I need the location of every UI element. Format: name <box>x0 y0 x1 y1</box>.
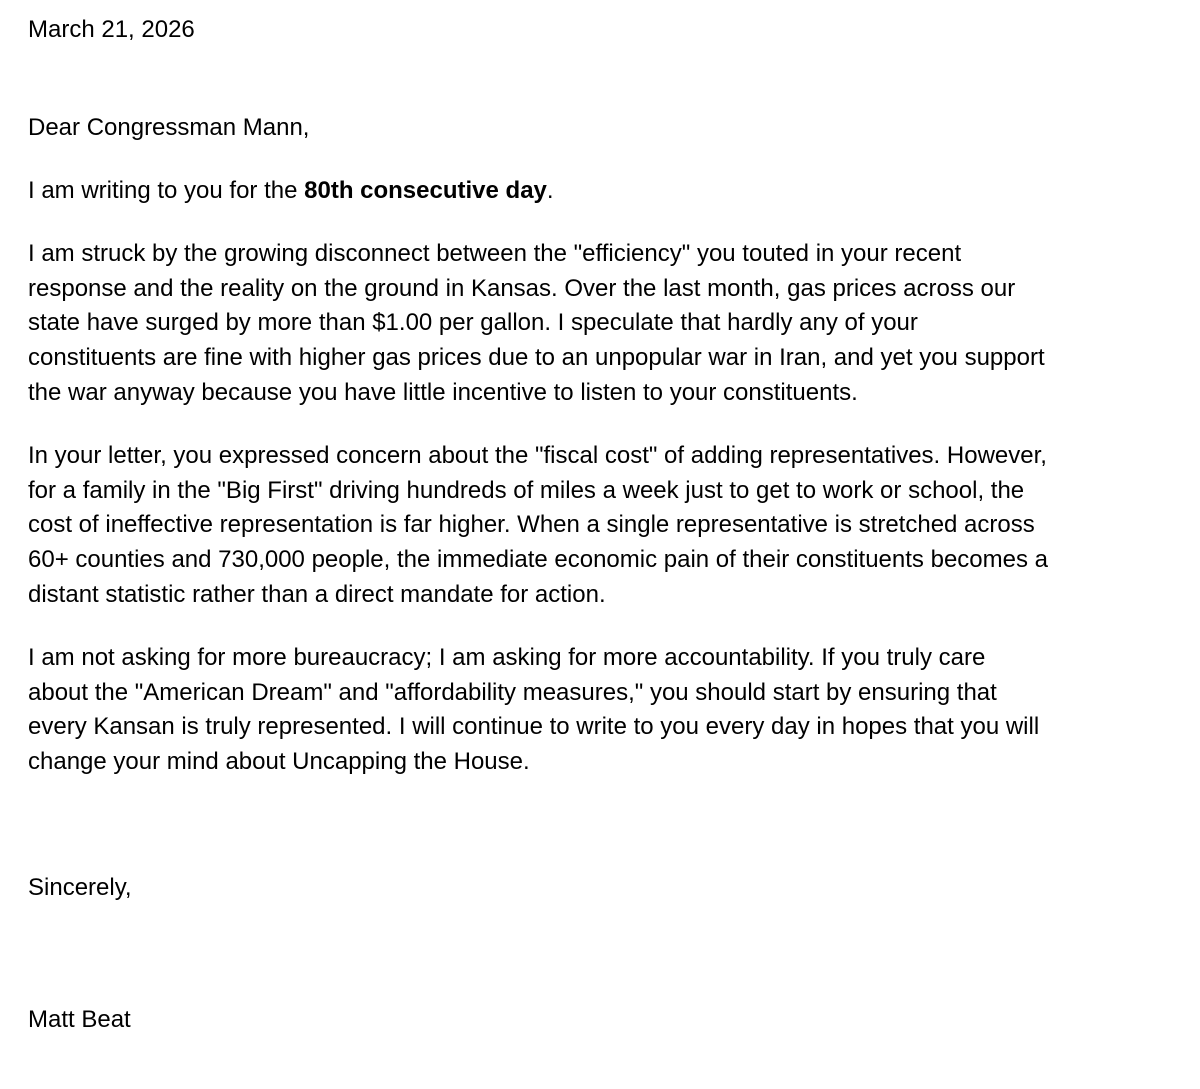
paragraph-line: I am not asking for more bureaucracy; I am asking for more accountability. If you truly care <box>28 644 986 671</box>
paragraph-fiscal-cost <box>28 439 1048 613</box>
signature: Matt Beat <box>28 1006 131 1033</box>
intro-bold-text: 80th consecutive day <box>304 177 547 204</box>
salutation: Dear Congressman Mann, <box>28 114 310 141</box>
paragraph-line: for a family in the "Big First" driving hundreds of miles a week just to get to work or school, the <box>28 476 1025 504</box>
intro-text-after: . <box>546 177 554 204</box>
paragraph-line: distant statistic rather than a direct mandate for action. <box>28 580 606 608</box>
letter-date: March 21, 2026 <box>28 16 195 43</box>
paragraph-line: change your mind about Uncapping the House. <box>28 748 530 776</box>
paragraph-line: constituents are fine with higher gas prices due to an unpopular war in Iran, and yet you support <box>28 344 1045 372</box>
paragraph-line: In your letter, you expressed concern about the "fiscal cost" of adding representatives. However, <box>28 442 1047 469</box>
paragraph-line: I am struck by the growing disconnect between the "efficiency" you touted in your recent <box>28 240 962 267</box>
paragraph-line: cost of ineffective representation is far higher. When a single representative is stretched across <box>28 511 1035 539</box>
paragraph-line: every Kansan is truly represented. I will continue to write to you every day in hopes that you will <box>28 713 1040 741</box>
intro-paragraph <box>28 174 554 209</box>
paragraph-line: response and the reality on the ground in Kansas. Over the last month, gas prices across our <box>28 274 1016 302</box>
paragraph-accountability <box>28 641 1039 780</box>
intro-text-before: I am writing to you for the <box>28 177 305 204</box>
paragraph-line: the war anyway because you have little incentive to listen to your constituents. <box>28 378 858 406</box>
paragraph-gas-prices <box>28 237 1045 411</box>
paragraph-line: state have surged by more than $1.00 per gallon. I speculate that hardly any of your <box>28 309 918 337</box>
closing: Sincerely, <box>28 874 132 901</box>
paragraph-line: about the "American Dream" and "affordability measures," you should start by ensuring that <box>28 678 997 706</box>
paragraph-line: 60+ counties and 730,000 people, the immediate economic pain of their constituents becomes a <box>28 546 1048 574</box>
